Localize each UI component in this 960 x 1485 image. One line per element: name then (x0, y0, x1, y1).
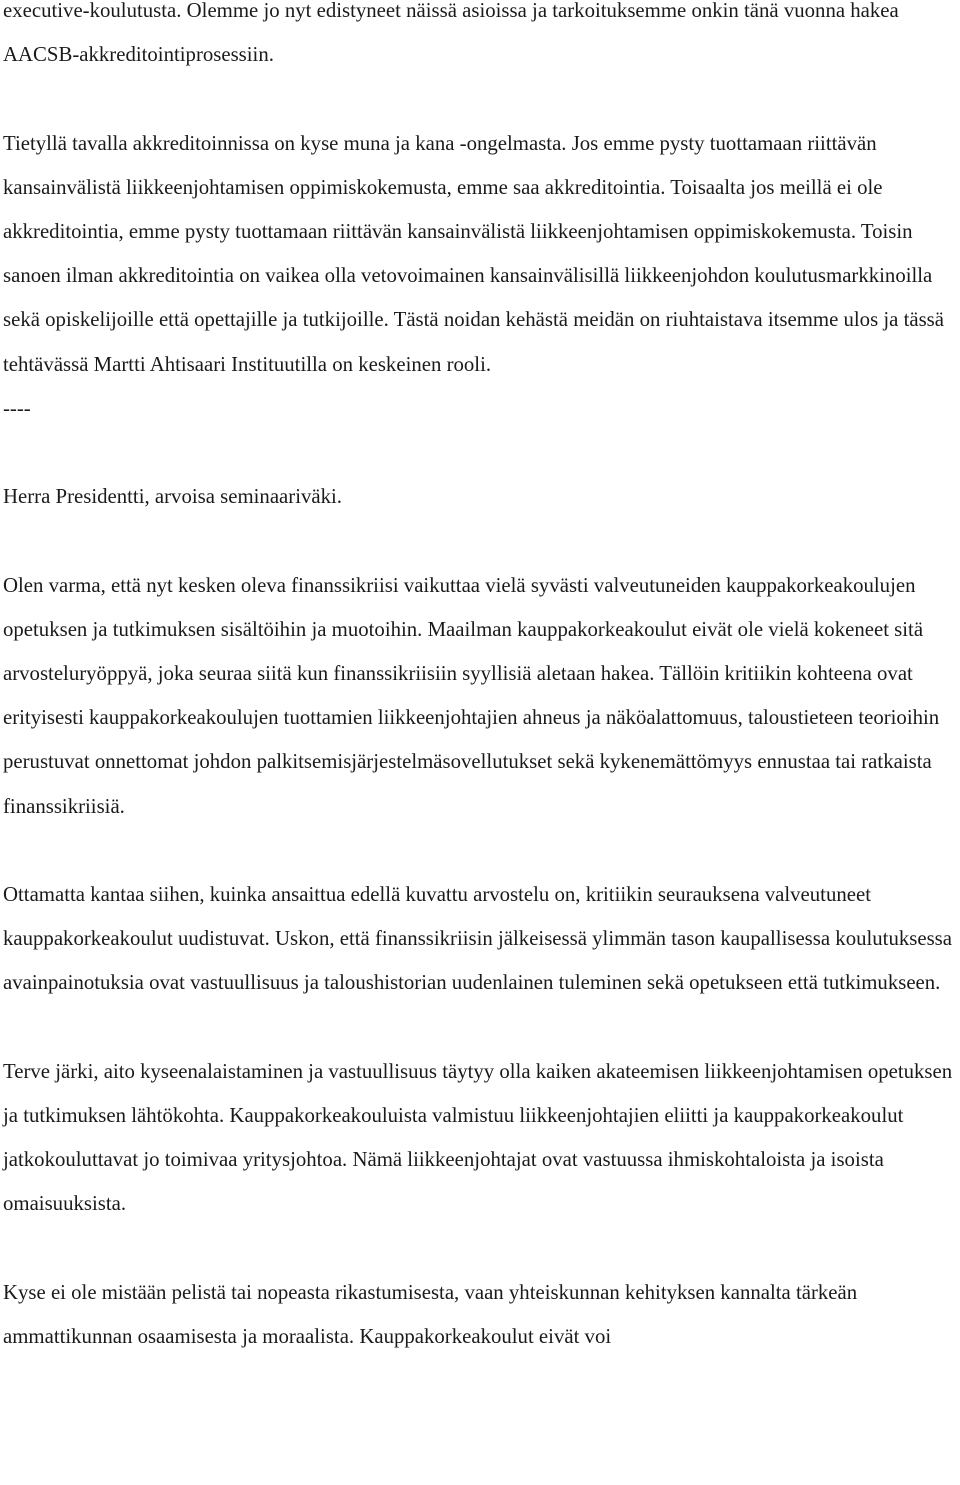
section-separator: ---- (3, 396, 31, 420)
paragraph-greeting: Herra Presidentti, arvoisa seminaariväki. (3, 485, 342, 509)
paragraph-financial-crisis: Olen varma, että nyt kesken oleva finanssikriisi vaikuttaa vielä syvästi valveutuneiden kauppakorkeakoulujen opetuksen ja tutkimuksen sisältöihin ja muotoihin. Maailman kauppakorkeakoulut eivät ole vielä kokeneet sitä arvosteluryöppyä, joka seuraa siitä kun finanssikriisiin syyllisiä aletaan hakea. Tällöin kritiikin kohteena ovat erityisesti kauppakorkeakoulujen tuottamien liikkeenjohtajien ahneus ja näköalattomuus, taloustieteen teorioihin perustuvat onnettomat johdon palkitsemisjärjestelmäsovellutukset sekä kykenemättömyys ennustaa tai ratkaista finanssikriisiä. (3, 573, 940, 818)
document-page (3, 0, 953, 1403)
paragraph-accreditation: Tietyllä tavalla akkreditoinnissa on kyse muna ja kana -ongelmasta. Jos emme pysty tuottamaan riittävän kansainvälistä liikkeenjohtamisen oppimiskokemusta, emme saa akkreditointia. Toisaalta jos meillä ei ole akkreditointia, emme pysty tuottamaan riittävän kansainvälistä liikkeenjohtamisen oppimiskokemusta. Toisin sanoen ilman akkreditointia on vaikea olla vetovoimainen kansainvälisillä liikkeenjohdon koulutusmarkkinoilla sekä opiskelijoille että opettajille ja tutkijoille. Tästä noidan kehästä meidän on riuhtaistava itsemme ulos ja tässä tehtävässä Martti Ahtisaari Instituutilla on keskeinen rooli. (3, 131, 945, 376)
paragraph-renewal: Ottamatta kantaa siihen, kuinka ansaittua edellä kuvattu arvostelu on, kritiikin seurauksena valveutuneet kauppakorkeakoulut uudistuvat. Uskon, että finanssikriisin jälkeisessä ylimmän tason kaupallisessa koulutuksessa avainpainotuksia ovat vastuullisuus ja taloushistorian uudenlainen tuleminen sekä opetukseen että tutkimukseen. (3, 883, 952, 995)
paragraph-morality: Kyse ei ole mistään pelistä tai nopeasta rikastumisesta, vaan yhteiskunnan kehityksen kannalta tärkeän ammattikunnan osaamisesta ja moraalista. Kauppakorkeakoulut eivät voi (3, 1280, 858, 1348)
paragraph-responsibility: Terve järki, aito kyseenalaistaminen ja vastuullisuus täytyy olla kaiken akateemisen liikkeenjohtamisen opetuksen ja tutkimuksen lähtökohta. Kauppakorkeakouluista valmistuu liikkeenjohtajien eliitti ja kauppakorkeakoulut jatkokouluttavat jo toimivaa yritysjohtoa. Nämä liikkeenjohtajat ovat vastuussa ihmiskohtaloista ja isoista omaisuuksista. (3, 1059, 953, 1216)
paragraph-aacsb: executive-koulutusta. Olemme jo nyt edistyneet näissä asioissa ja tarkoituksemme onkin tänä vuonna hakea AACSB-akkreditointiprosessiin. (3, 0, 899, 67)
